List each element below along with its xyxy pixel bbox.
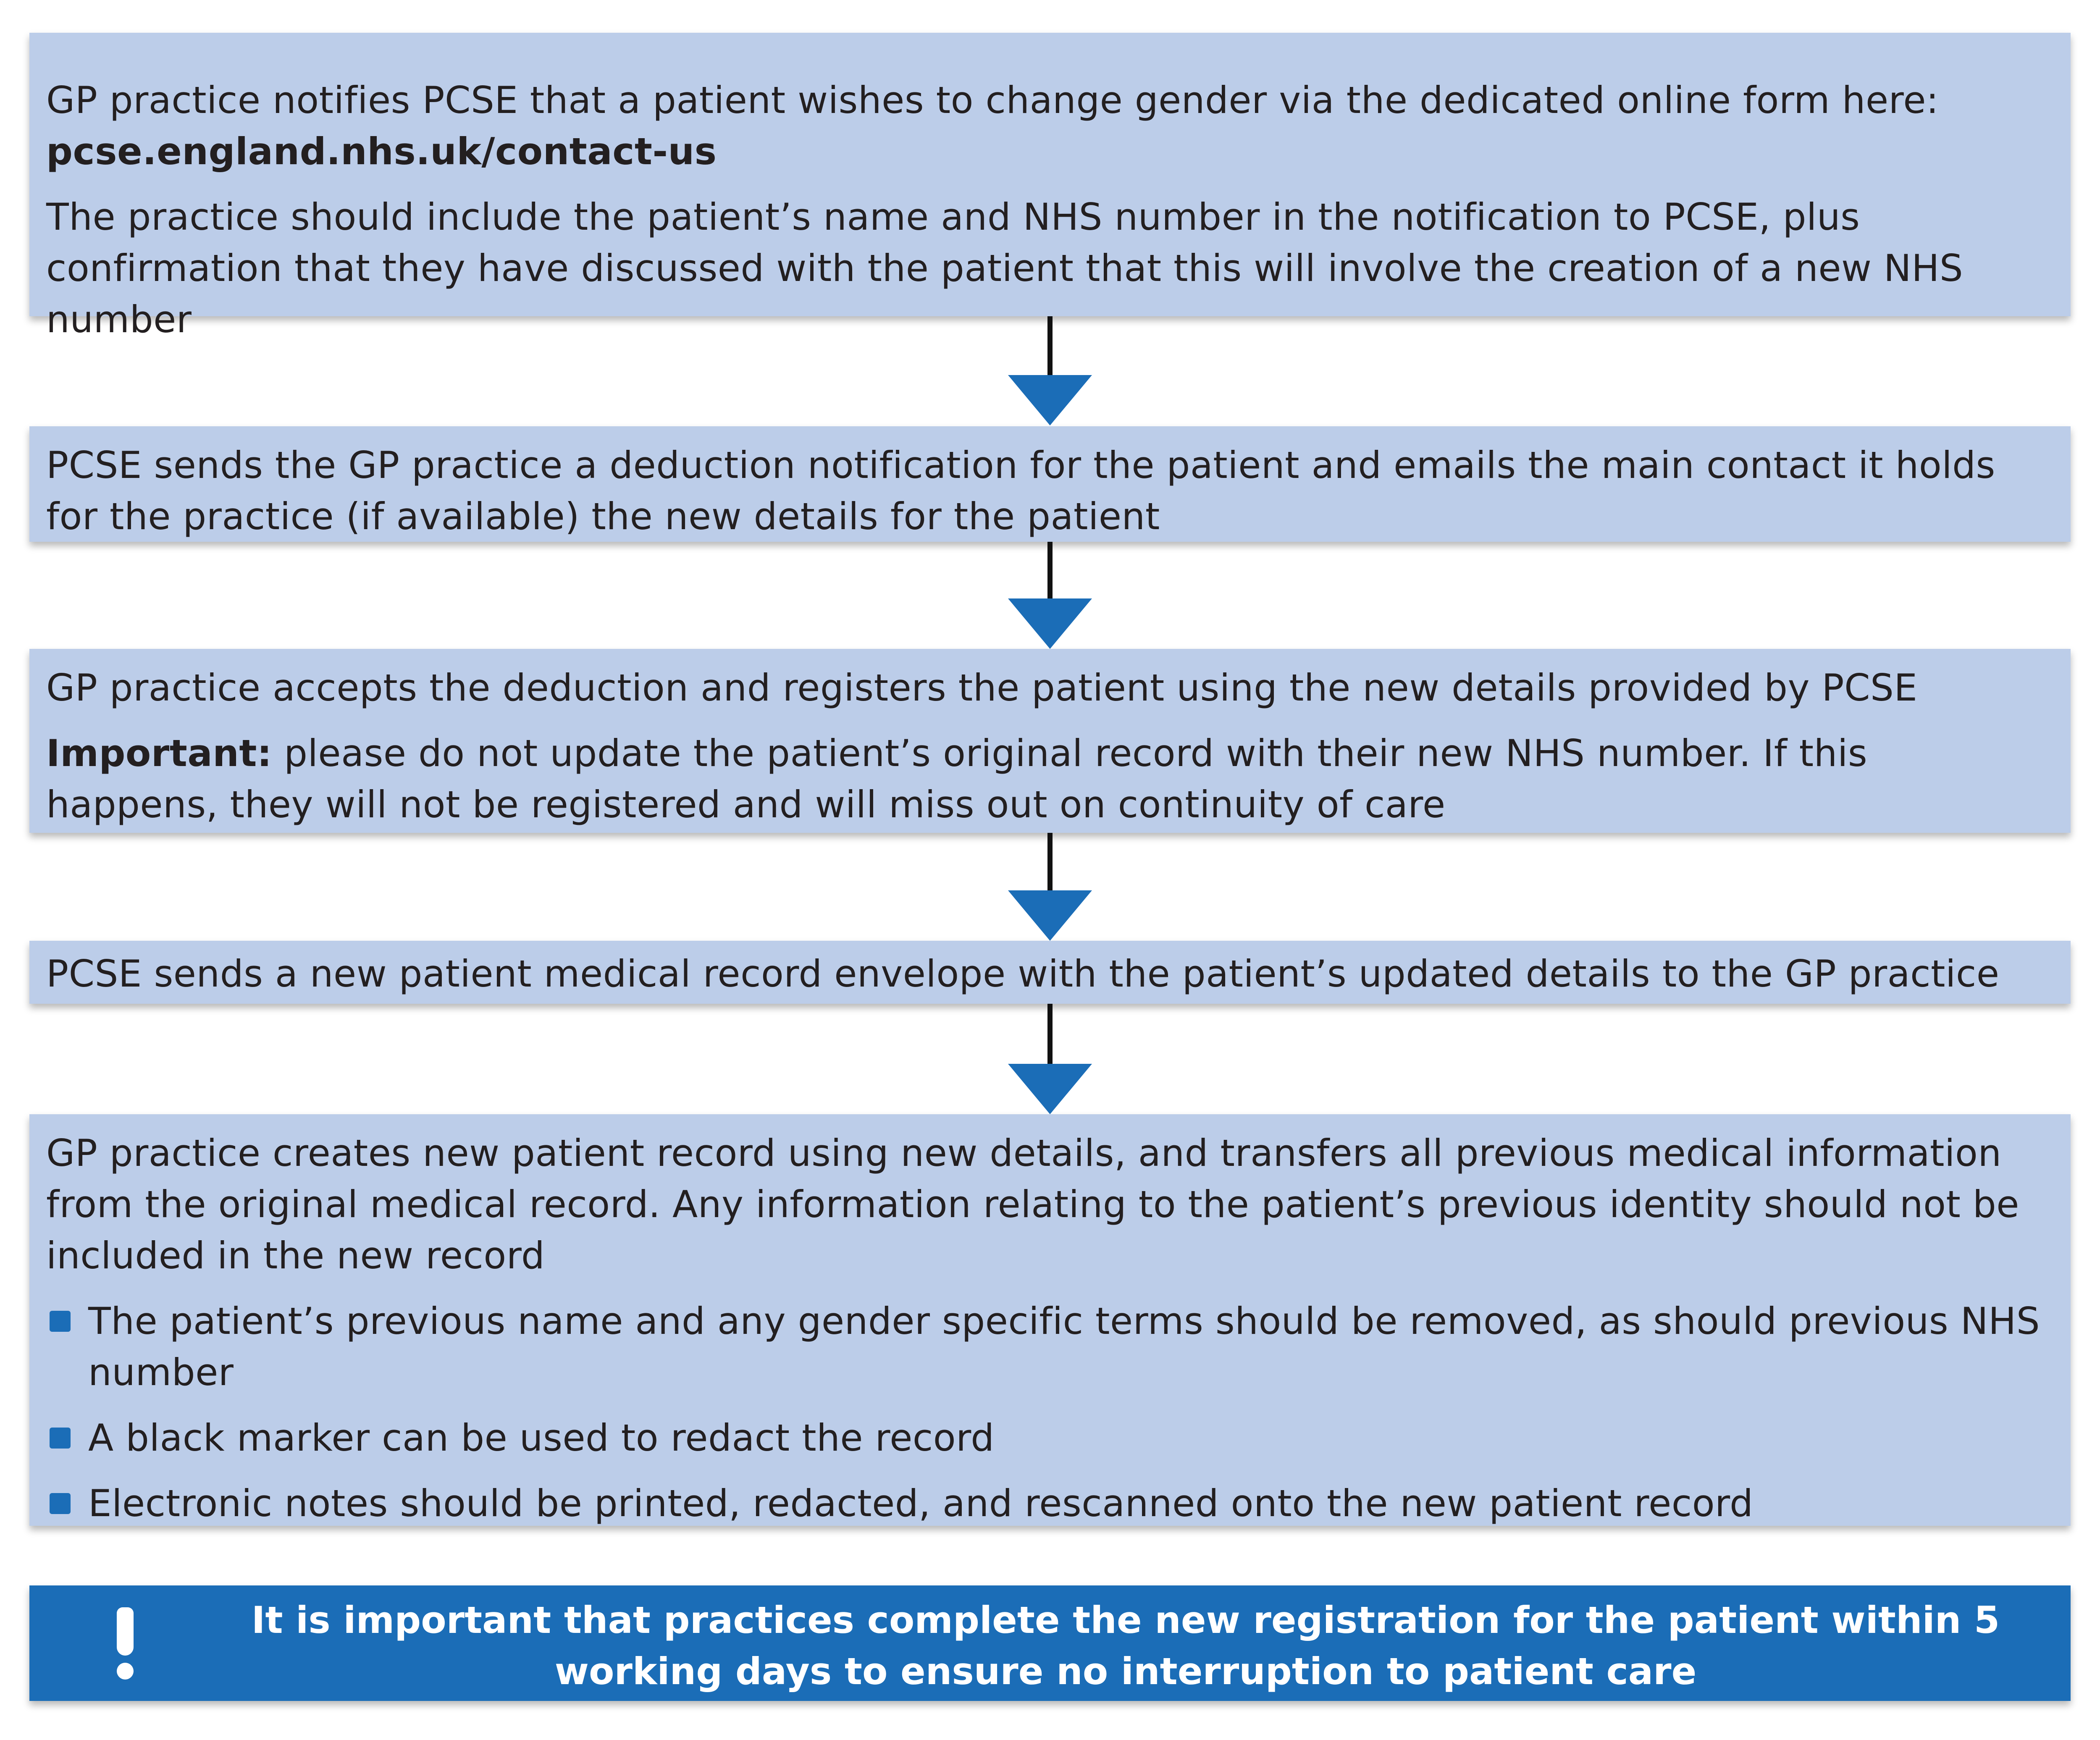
step-5-paragraph-1: GP practice creates new patient record using new details, and transfers all previous medical information from the original medical record. Any information relating to the patient’s previous identity should not be included in the new record <box>46 1131 2019 1277</box>
bullet-text: The patient’s previous name and any gender specific terms should be removed, as should previous NHS number <box>88 1299 2040 1394</box>
important-label: Important: <box>46 732 272 775</box>
arrow-down-icon <box>1008 375 1092 425</box>
square-bullet-icon <box>50 1311 71 1332</box>
step-1-box <box>29 33 2071 341</box>
bullet-text: A black marker can be used to redact the record <box>88 1416 995 1459</box>
bullet-text: Electronic notes should be printed, redacted, and rescanned onto the new patient record <box>88 1482 1754 1525</box>
step-1-paragraph-2: The practice should include the patient’s name and NHS number in the notification to PCSE, plus confirmation that they have discussed with the patient that this will involve the creation of a new NHS number <box>46 195 1964 341</box>
step-3-box <box>29 649 2071 833</box>
step-1-paragraph-1 <box>46 75 2041 177</box>
square-bullet-icon <box>50 1493 71 1514</box>
step-5-bullet-list <box>46 1296 2041 1529</box>
connector-line <box>1047 833 1053 896</box>
step-2-paragraph-1: PCSE sends the GP practice a deduction notification for the patient and emails the main contact it holds for the practice (if available) the new details for the patient <box>46 444 1995 538</box>
list-item <box>46 1412 2041 1464</box>
connector-line <box>1047 1004 1053 1067</box>
arrow-down-icon <box>1008 1064 1092 1114</box>
exclamation-icon <box>117 1607 134 1679</box>
arrow-down-icon <box>1008 598 1092 649</box>
step-3-paragraph-1: GP practice accepts the deduction and registers the patient using the new details provided by PCSE <box>46 666 1918 709</box>
important-text: please do not update the patient’s original record with their new NHS number. If this happens, they will not be registered and will miss out on continuity of care <box>46 732 1868 826</box>
arrow-down-3 <box>1000 833 1100 941</box>
step-4-box <box>29 941 2071 1004</box>
step-4-paragraph-1: PCSE sends a new patient medical record envelope with the patient’s updated details to the GP practice <box>46 952 2000 995</box>
step-3-paragraph-2 <box>46 728 2041 830</box>
contact-us-link[interactable]: pcse.england.nhs.uk/contact-us <box>46 130 717 173</box>
step-1-text: GP practice notifies PCSE that a patient wishes to change gender via the dedicated online form here: <box>46 79 1939 122</box>
step-5-box <box>29 1114 2071 1526</box>
warning-banner <box>29 1585 2071 1701</box>
list-item <box>46 1296 2041 1398</box>
arrow-down-1 <box>1000 316 1100 425</box>
warning-text: It is important that practices complete the new registration for the patient within 5 working days to ensure no interruption to patient care <box>251 1598 2000 1693</box>
arrow-down-4 <box>1000 1004 1100 1114</box>
square-bullet-icon <box>50 1428 71 1449</box>
list-item <box>46 1478 2041 1529</box>
step-2-box <box>29 426 2071 542</box>
connector-line <box>1047 316 1053 379</box>
connector-line <box>1047 542 1053 605</box>
arrow-down-icon <box>1008 890 1092 941</box>
arrow-down-2 <box>1000 542 1100 649</box>
